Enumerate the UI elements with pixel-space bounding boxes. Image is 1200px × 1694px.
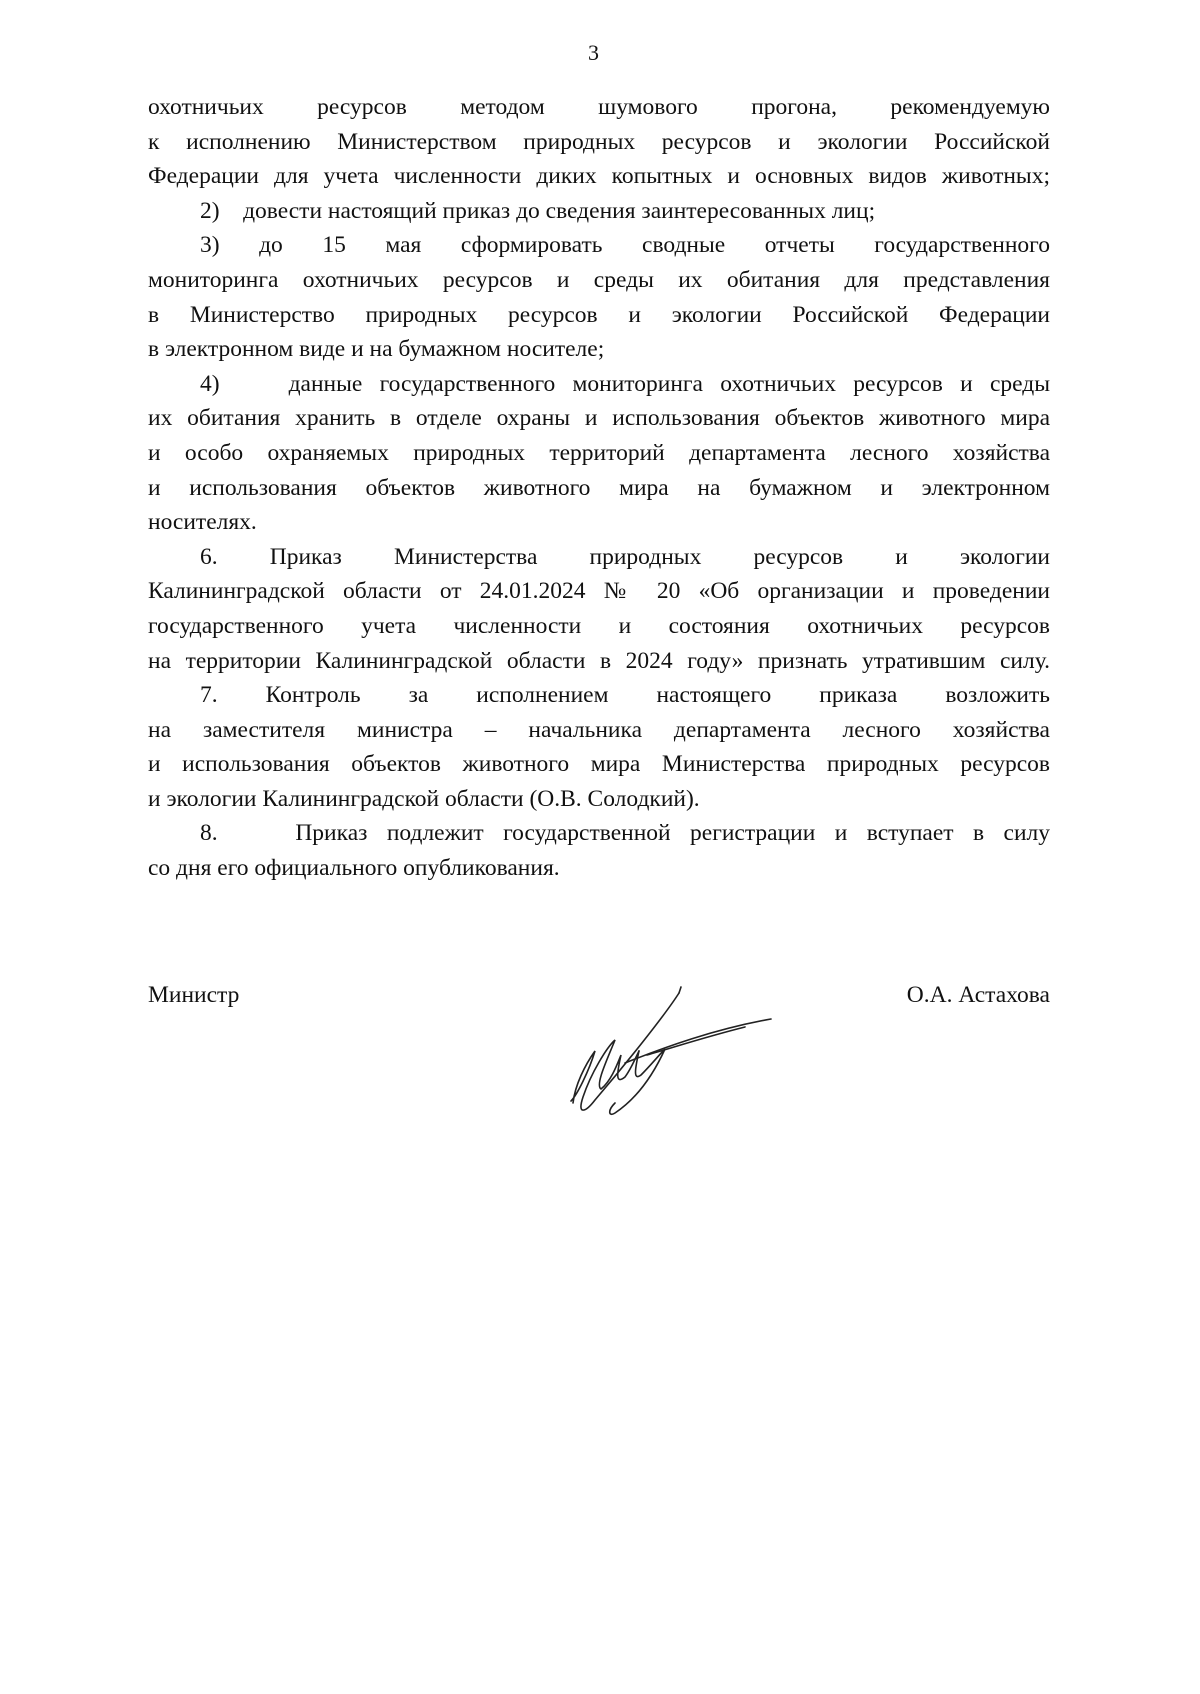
text-line: их обитания хранить в отделе охраны и использования объектов животного мира <box>148 405 1050 432</box>
text-line: мониторинга охотничьих ресурсов и среды их обитания для представления <box>148 266 1050 293</box>
text-line: носителях. <box>148 509 257 536</box>
document-body <box>148 90 1050 886</box>
text-line: Калининградской области от 24.01.2024 № 20 «Об организации и проведении <box>148 578 1050 605</box>
text-line: Федерации для учета численности диких копытных и основных видов животных; <box>148 163 1050 190</box>
text-line: 6. Приказ Министерства природных ресурсов и экологии <box>200 543 1050 570</box>
signatory-title: Министр <box>148 982 240 1008</box>
signatory-name: О.А. Астахова <box>906 982 1050 1008</box>
text-line: в Министерство природных ресурсов и экологии Российской Федерации <box>148 301 1050 328</box>
text-line: охотничьих ресурсов методом шумового прогона, рекомендуемую <box>148 94 1050 120</box>
text-line: 8. Приказ подлежит государственной регистрации и вступает в силу <box>200 820 1050 847</box>
text-line: 7. Контроль за исполнением настоящего приказа возложить <box>200 682 1050 709</box>
text-line: 3) до 15 мая сформировать сводные отчеты государственного <box>200 232 1050 259</box>
text-line: на заместителя министра – начальника департамента лесного хозяйства <box>148 716 1050 743</box>
text-line: и использования объектов животного мира Министерства природных ресурсов <box>148 751 1050 778</box>
text-line: 4) данные государственного мониторинга охотничьих ресурсов и среды <box>200 370 1050 397</box>
text-line: 2) довести настоящий приказ до сведения заинтересованных лиц; <box>200 197 876 224</box>
text-line: со дня его официального опубликования. <box>148 855 560 882</box>
text-line: и экологии Калининградской области (О.В. Солодкий). <box>148 785 700 812</box>
text-line: на территории Калининградской области в 2024 году» признать утратившим силу. <box>148 647 1050 674</box>
text-line: государственного учета численности и состояния охотничьих ресурсов <box>148 612 1050 639</box>
text-line: к исполнению Министерством природных ресурсов и экологии Российской <box>148 128 1050 155</box>
page-number: 3 <box>588 40 599 65</box>
text-line: и особо охраняемых природных территорий департамента лесного хозяйства <box>148 439 1050 466</box>
handwritten-signature <box>555 985 785 1120</box>
text-line: и использования объектов животного мира на бумажном и электронном <box>148 474 1050 501</box>
text-line: в электронном виде и на бумажном носителе; <box>148 336 605 363</box>
